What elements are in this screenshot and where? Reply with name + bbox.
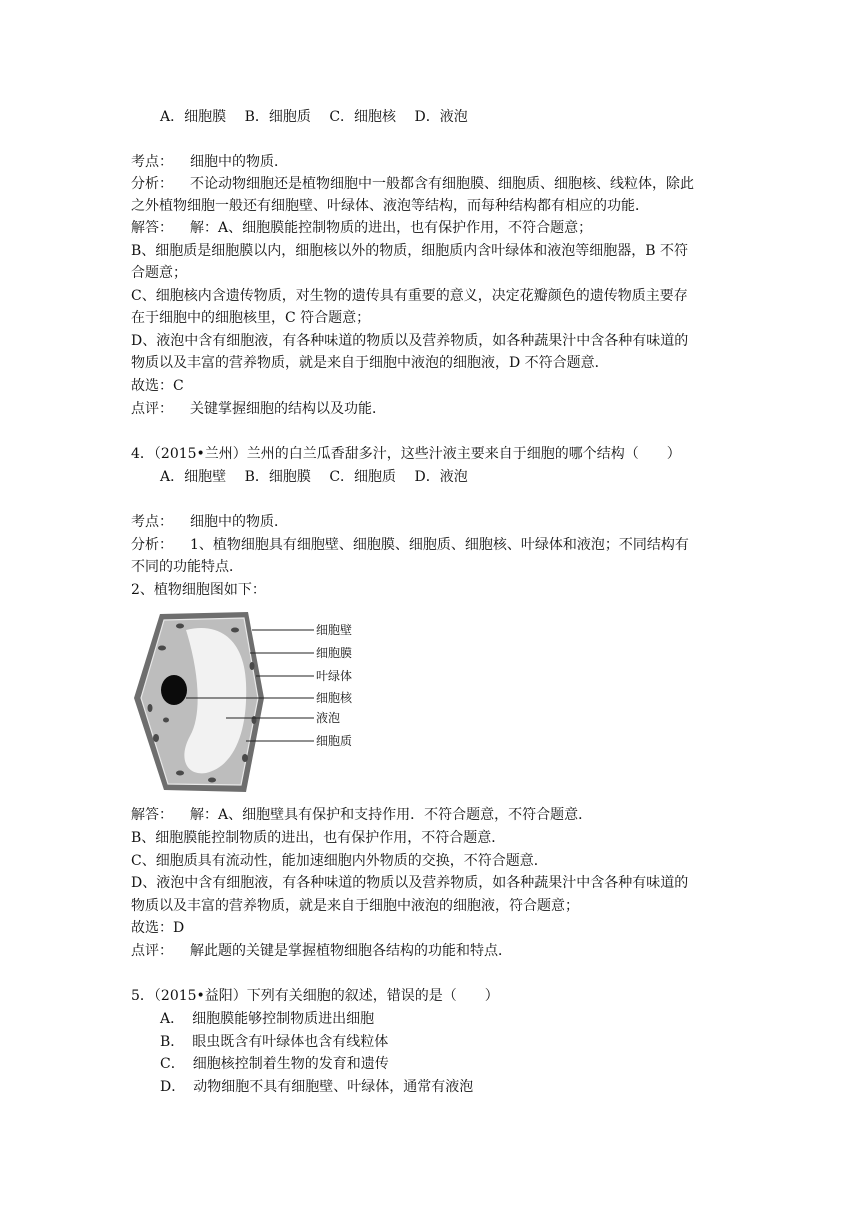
- diagram-label-cell-wall: 细胞壁: [316, 623, 353, 637]
- chloroplast: [163, 718, 169, 723]
- q4-option-b: B．细胞膜: [244, 469, 311, 485]
- pingping-text: 关键掌握细胞的结构以及功能．: [190, 401, 386, 417]
- q4-b-line: B、细胞膜能控制物质的进出，也有保护作用，不符合题意．: [131, 830, 506, 846]
- pingping-text: 解此题的关键是掌握植物细胞各结构的功能和特点．: [190, 943, 512, 959]
- diagram-label-cytoplasm: 细胞质: [316, 734, 353, 748]
- q3-d-line2: 物质以及丰富的营养物质，就是来自于细胞中液泡的细胞液，D 不符合题意．: [131, 355, 609, 371]
- q3-option-a: A．细胞膜: [160, 109, 227, 125]
- chloroplast: [176, 771, 184, 776]
- chloroplast: [231, 628, 239, 633]
- q4-d-line2: 物质以及丰富的营养物质，就是来自于细胞中液泡的细胞液，符合题意；: [131, 898, 579, 914]
- fenxi-text: 1、植物细胞具有细胞壁、细胞膜、细胞质、细胞核、叶绿体和液泡；不同结构有: [190, 537, 689, 553]
- q4-c-line: C、细胞质具有流动性，能加速细胞内外物质的交换，不符合题意．: [131, 853, 548, 869]
- fenxi-label: 分析：: [131, 176, 173, 192]
- chloroplast: [208, 778, 216, 783]
- q3-b-line2: 合题意；: [131, 265, 187, 281]
- q3-kaodian: [131, 151, 288, 173]
- q5-option-d: [160, 1076, 473, 1098]
- chloroplast: [153, 734, 159, 742]
- option-letter: B．: [160, 1034, 185, 1050]
- q3-option-b: B．细胞质: [244, 109, 311, 125]
- q3-b-line1: B、细胞质是细胞膜以内，细胞核以外的物质，细胞质内含叶绿体和液泡等细胞器，B 不符: [131, 243, 689, 259]
- diagram-label-vacuole: 液泡: [316, 711, 341, 725]
- q5-option-c: [160, 1053, 389, 1075]
- jieda-label: 解答：: [131, 807, 173, 823]
- pingping-label: 点评：: [131, 401, 173, 417]
- q3-pingping: [131, 398, 386, 420]
- q3-fenxi: [131, 173, 694, 195]
- diagram-label-chloroplast: 叶绿体: [316, 669, 353, 683]
- q3-options: [160, 106, 482, 128]
- q3-fenxi-line2: 之外植物细胞一般还有细胞壁、叶绿体、液泡等结构，而每种结构都有相应的功能．: [131, 198, 649, 214]
- q5-option-a: [160, 1008, 374, 1030]
- q5-option-b: [160, 1031, 388, 1053]
- option-letter: A．: [160, 1011, 185, 1027]
- diagram-label-nucleus: 细胞核: [316, 691, 353, 705]
- q4-fenxi-line2: 不同的功能特点．: [131, 559, 243, 575]
- kaodian-text: 细胞中的物质．: [190, 154, 288, 170]
- pingping-label: 点评：: [131, 943, 173, 959]
- chloroplast: [242, 754, 248, 762]
- q4-fenxi-line3: 2、植物细胞图如下：: [131, 582, 266, 598]
- option-text: 动物细胞不具有细胞壁、叶绿体，通常有液泡: [193, 1079, 474, 1095]
- plant-cell-diagram: [128, 608, 368, 798]
- option-letter: C．: [160, 1056, 185, 1072]
- q3-jieda: [131, 217, 592, 239]
- q3-c-line1: C、细胞核内含遗传物质，对生物的遗传具有重要的意义，决定花瓣颜色的遗传物质主要存: [131, 288, 688, 304]
- q5-stem: 5．（2015•益阳）下列有关细胞的叙述，错误的是（ ）: [131, 988, 499, 1004]
- q4-d-line1: D、液泡中含有细胞液，有各种味道的物质以及营养物质，如各种蔬果汁中含各种有味道的: [131, 875, 689, 891]
- q4-answer: 故选：D: [131, 920, 185, 936]
- option-text: 眼虫既含有叶绿体也含有线粒体: [192, 1034, 389, 1050]
- jieda-label: 解答：: [131, 220, 173, 236]
- jieda-text: 解：A、细胞壁具有保护和支持作用．不符合题意，不符合题意．: [190, 807, 593, 823]
- q4-kaodian: [131, 511, 288, 533]
- chloroplast: [250, 662, 255, 670]
- q3-option-c: C．细胞核: [329, 109, 397, 125]
- q4-option-a: A．细胞壁: [160, 469, 227, 485]
- diagram-label-cell-membrane: 细胞膜: [316, 646, 353, 660]
- option-text: 细胞膜能够控制物质进出细胞: [192, 1011, 375, 1027]
- q4-option-c: C．细胞质: [329, 469, 397, 485]
- q3-c-line2: 在于细胞中的细胞核里，C 符合题意；: [131, 310, 371, 326]
- kaodian-label: 考点：: [131, 514, 173, 530]
- chloroplast: [148, 704, 153, 712]
- fenxi-text: 不论动物细胞还是植物细胞中一般都含有细胞膜、细胞质、细胞核、线粒体，除此: [190, 176, 694, 192]
- option-text: 细胞核控制着生物的发育和遗传: [192, 1056, 389, 1072]
- kaodian-label: 考点：: [131, 154, 173, 170]
- q4-option-d: D．液泡: [414, 469, 468, 485]
- chloroplast: [252, 716, 257, 724]
- q3-answer: 故选：C: [131, 378, 184, 394]
- q4-pingping: [131, 940, 512, 962]
- q4-options: [160, 466, 482, 488]
- kaodian-text: 细胞中的物质．: [190, 514, 288, 530]
- q3-option-d: D．液泡: [414, 109, 468, 125]
- nucleus-shape: [161, 675, 187, 705]
- chloroplast: [158, 646, 166, 651]
- q4-jieda: [131, 804, 592, 826]
- q4-fenxi: [131, 534, 689, 556]
- q4-stem: 4．（2015•兰州）兰州的白兰瓜香甜多汁，这些汁液主要来自于细胞的哪个结构（ ）: [131, 446, 681, 462]
- q3-d-line1: D、液泡中含有细胞液，有各种味道的物质以及营养物质，如各种蔬果汁中含各种有味道的: [131, 333, 689, 349]
- fenxi-label: 分析：: [131, 537, 173, 553]
- option-letter: D．: [160, 1079, 186, 1095]
- jieda-text: 解：A、细胞膜能控制物质的进出，也有保护作用，不符合题意；: [190, 220, 593, 236]
- chloroplast: [176, 624, 184, 629]
